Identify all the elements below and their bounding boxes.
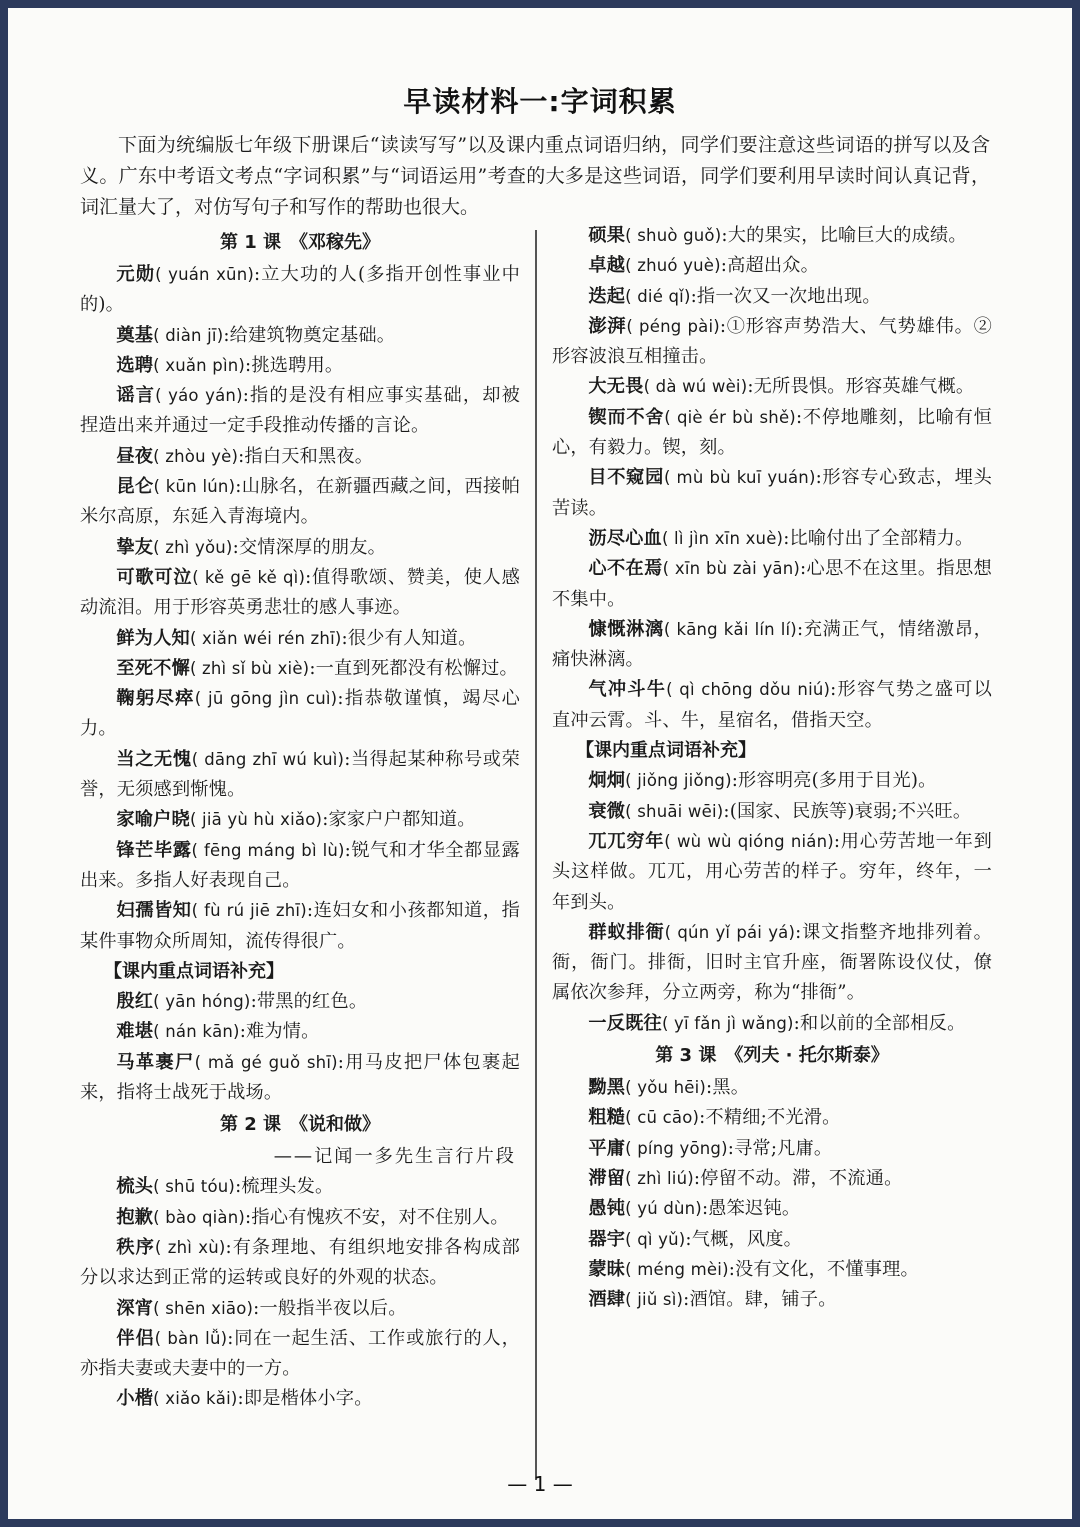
vocab-entry [552, 827, 992, 918]
vocab-term: 一反既往 [588, 1012, 662, 1034]
vocab-term: 鞠躬尽瘁 [116, 688, 195, 710]
vocab-definition: :很少有人知道。 [341, 627, 477, 649]
vocab-term: 滞留 [588, 1167, 626, 1189]
vocab-definition: :充满正气，情绪激昂，痛快淋漓。 [552, 618, 992, 671]
vocab-definition: :家家户户都知道。 [322, 809, 476, 831]
vocab-definition: :用心劳苦地一年到头这样做。兀兀，用心劳苦的样子。穷年，终年，一年到头。 [552, 830, 992, 913]
vocab-entry [552, 372, 992, 402]
vocab-term: 澎湃 [588, 315, 627, 337]
vocab-term: 奠基 [116, 324, 154, 346]
vocab-pinyin: ( zhì sǐ bù xiè) [189, 658, 310, 678]
vocab-term: 家喻户晓 [116, 809, 190, 831]
vocab-entry [80, 654, 520, 684]
vocab-term: 锲而不舍 [588, 406, 665, 428]
vocab-definition: :指心有愧疚不安，对不住别人。 [245, 1206, 509, 1228]
vocab-pinyin: ( shēn xiāo) [153, 1298, 254, 1318]
vocab-definition: :寻常;凡庸。 [727, 1137, 833, 1159]
vocab-definition: :山脉名，在新疆西藏之间，西接帕米尔高原，东延入青海境内。 [80, 476, 520, 528]
vocab-entry [552, 797, 992, 827]
vocab-entry [552, 403, 992, 464]
vocab-definition: :锐气和才华全都显露出来。多指人好表现自己。 [80, 839, 520, 891]
vocab-entry [80, 1048, 520, 1109]
vocab-pinyin: ( qì yǔ) [625, 1229, 686, 1249]
vocab-definition: :不精细;不光滑。 [699, 1107, 841, 1129]
vocab-term: 深宵 [116, 1297, 154, 1319]
vocab-entry [80, 442, 520, 472]
vocab-definition: :形容明亮(多用于目光)。 [731, 770, 937, 792]
vocab-term: 当之无愧 [116, 748, 192, 770]
vocab-entry [552, 1073, 992, 1103]
vocab-pinyin: ( mǎ gé guǒ shī) [194, 1052, 338, 1072]
vocab-entry [552, 766, 992, 796]
vocab-definition: :指的是没有相应事实基础，却被捏造出来并通过一定手段推动传播的言论。 [80, 385, 520, 437]
vocab-pinyin: ( shuò guǒ) [625, 226, 722, 245]
vocab-pinyin: ( diàn jī) [153, 325, 224, 345]
vocab-term: 迭起 [588, 285, 626, 307]
vocab-term: 炯炯 [588, 770, 626, 792]
lesson-subtitle: ——记闻一多先生言行片段 [273, 1146, 516, 1168]
vocab-term: 锋芒毕露 [116, 839, 192, 861]
vocab-term: 器宇 [588, 1228, 626, 1250]
vocab-pinyin: ( kě gē kě qì) [192, 567, 306, 587]
vocab-pinyin: ( kāng kǎi lín lí) [663, 619, 797, 639]
vocab-pinyin: ( fù rú jiē zhī) [191, 901, 307, 921]
vocab-pinyin: ( shuāi wēi) [625, 801, 724, 821]
vocab-term: 昼夜 [116, 445, 154, 467]
vocab-definition: :同在一起生活、工作或旅行的人，亦指夫妻或夫妻中的一方。 [80, 1327, 521, 1380]
vocab-entry [552, 251, 992, 281]
vocab-term: 沥尽心血 [588, 527, 662, 549]
vocab-entry [80, 260, 520, 321]
vocab-pinyin: ( xiǎo kǎi) [153, 1389, 238, 1409]
vocab-entry [552, 1164, 992, 1194]
vocab-term: 伴侣 [116, 1327, 155, 1349]
vocab-pinyin: ( nán kān) [153, 1022, 240, 1042]
lesson-heading: 第 3 课 《列夫 · 托尔斯泰》 [655, 1045, 889, 1067]
vocab-definition: :愚笨迟钝。 [701, 1198, 801, 1220]
vocab-pinyin: ( dà wú wèi) [643, 377, 748, 397]
vocab-term: 小楷 [116, 1388, 154, 1410]
vocab-entry [552, 1194, 992, 1224]
vocab-term: 酒肆 [588, 1289, 626, 1311]
vocab-definition: :心思不在这里。指思想不集中。 [552, 558, 993, 610]
vocab-pinyin: ( kūn lún) [153, 477, 236, 497]
vocab-pinyin: ( péng pài) [626, 316, 720, 336]
vocab-definition: :没有文化，不懂事理。 [728, 1258, 919, 1280]
page-title: 早读材料一:字词积累 [403, 85, 677, 118]
vocab-definition: :难为情。 [239, 1021, 320, 1043]
vocab-entry [552, 1285, 992, 1315]
vocab-pinyin: ( qì chōng dǒu niú) [666, 680, 831, 700]
document-page [8, 8, 1072, 1519]
vocab-pinyin: ( xīn bù zài yān) [662, 559, 801, 579]
vocab-entry [552, 282, 992, 312]
vocab-entry [80, 351, 520, 381]
vocab-term: 卓越 [588, 255, 626, 277]
vocab-term: 妇孺皆知 [116, 900, 192, 922]
vocab-term: 选聘 [116, 354, 154, 376]
vocab-definition: :一直到死都没有松懈过。 [309, 657, 518, 679]
vocab-definition: :和以前的全部相反。 [793, 1012, 966, 1034]
vocab-entry [80, 1324, 520, 1385]
lesson-heading: 第 2 课 《说和做》 [219, 1114, 381, 1136]
vocab-pinyin: ( yī fǎn jì wǎng) [661, 1013, 794, 1033]
vocab-term: 秩序 [116, 1236, 155, 1258]
vocab-definition: :连妇女和小孩都知道，指某件事物众所周知，流传得很广。 [80, 900, 520, 952]
vocab-definition: :课文指整齐地排列着。衙，衙门。排衙，旧时主官升座，衙署陈设仪仗，僚属依次参拜，分立两旁，称为“排衙”。 [552, 921, 992, 1004]
vocab-definition: :交情深厚的朋友。 [232, 536, 386, 558]
vocab-term: 谣言 [116, 385, 156, 407]
vocab-entry [80, 472, 520, 533]
vocab-term: 气冲斗牛 [588, 679, 667, 701]
vocab-pinyin: ( zhòu yè) [153, 446, 239, 466]
vocab-pinyin: ( yáo yán) [155, 386, 243, 406]
vocab-entry [552, 615, 992, 676]
vocab-entry [552, 675, 992, 736]
vocab-definition: :有条理地、有组织地安排各构成部分以求达到正常的运转或良好的外观的状态。 [80, 1236, 520, 1289]
vocab-term: 心不在焉 [588, 558, 663, 580]
vocab-pinyin: ( zhì liú) [625, 1168, 694, 1188]
vocab-definition: :酒馆。肆，铺子。 [683, 1289, 837, 1311]
vocab-pinyin: ( fēng máng bì lù) [191, 840, 345, 860]
vocab-term: 群蚁排衙 [588, 921, 665, 943]
vocab-definition: :用马皮把尸体包裹起来，指将士战死于战场。 [80, 1051, 520, 1104]
vocab-pinyin: ( méng mèi) [625, 1259, 729, 1279]
vocab-definition: :形容专心致志，埋头苦读。 [552, 467, 992, 519]
vocab-pinyin: ( yǒu hēi) [625, 1078, 707, 1098]
vocab-pinyin: ( bào qiàn) [153, 1207, 246, 1227]
vocab-definition: :梳理头发。 [235, 1176, 334, 1198]
vocab-entry [552, 1103, 992, 1133]
vocab-definition: :指白天和黑夜。 [238, 445, 374, 467]
vocab-pinyin: ( yú dùn) [625, 1199, 702, 1219]
vocab-term: 昆仑 [116, 476, 154, 498]
vocab-pinyin: ( xuǎn pìn) [153, 355, 246, 375]
vocab-entry [80, 1384, 520, 1414]
vocab-definition: :不停地雕刻，比喻有恒心，有毅力。锲，刻。 [552, 406, 992, 459]
vocab-term: 蒙昧 [588, 1258, 626, 1280]
vocab-term: 硕果 [588, 225, 626, 246]
vocab-term: 兀兀穷年 [588, 830, 665, 852]
vocab-pinyin: ( lì jìn xīn xuè) [661, 528, 784, 548]
vocab-pinyin: ( jū gōng jìn cuì) [194, 689, 338, 709]
vocab-entry [80, 684, 520, 745]
vocab-pinyin: ( jiǒng jiǒng) [625, 771, 732, 791]
vocab-definition: :给建筑物奠定基础。 [223, 324, 396, 346]
vocab-entry [552, 918, 992, 1009]
vocab-entry [552, 1255, 992, 1285]
left-column [80, 226, 520, 1415]
vocab-entry [80, 1203, 520, 1233]
vocab-term: 马革裹尸 [116, 1051, 195, 1073]
vocab-entry [80, 836, 520, 897]
vocab-pinyin: ( yuán xūn) [155, 265, 255, 284]
vocab-definition: :值得歌颂、赞美，使人感动流泪。用于形容英勇悲壮的感人事迹。 [80, 566, 520, 619]
vocab-term: 难堪 [116, 1021, 154, 1043]
vocab-definition: :大的果实，比喻巨大的成绩。 [721, 225, 967, 246]
vocab-pinyin: ( zhì xù) [154, 1237, 226, 1257]
vocab-pinyin: ( cū cāo) [625, 1108, 700, 1128]
vocab-definition: :当得起某种称号或荣誉，无须感到惭愧。 [80, 748, 520, 801]
vocab-pinyin: ( zhì yǒu) [153, 537, 233, 557]
vocab-term: 慷慨淋漓 [588, 618, 664, 640]
vocab-term: 黝黑 [588, 1077, 626, 1099]
vocab-entry [80, 381, 520, 442]
vocab-entry [552, 463, 992, 524]
vocab-term: 抱歉 [116, 1206, 154, 1228]
vocab-definition: :黑。 [706, 1077, 750, 1099]
vocab-definition: :指恭敬谨慎，竭尽心力。 [80, 688, 520, 740]
vocab-pinyin: ( jiǔ sì) [625, 1290, 684, 1310]
vocab-term: 大无畏 [588, 376, 644, 398]
vocab-definition: :无所畏惧。形容英雄气概。 [747, 376, 975, 398]
vocab-definition: :气概，风度。 [685, 1228, 803, 1250]
vocab-definition: :形容气势之盛可以直冲云霄。斗、牛，星宿名，借指天空。 [552, 679, 992, 731]
vocab-pinyin: ( qún yǐ pái yá) [664, 922, 796, 942]
vocab-pinyin: ( dié qǐ) [625, 286, 691, 306]
vocab-entry [80, 987, 520, 1017]
section-heading: 【课内重点词语补充】 [576, 740, 756, 762]
right-column [552, 221, 992, 1315]
vocab-definition: :指一次又一次地出现。 [690, 285, 881, 307]
vocab-definition: :①形容声势浩大、气势雄伟。②形容波浪互相撞击。 [552, 315, 993, 368]
vocab-definition: :停留不动。滞，不流通。 [693, 1167, 903, 1189]
vocab-pinyin: ( dāng zhī wú kuì) [191, 749, 345, 769]
vocab-pinyin: ( jiā yù hù xiǎo) [189, 810, 323, 830]
vocab-entry [80, 563, 520, 624]
vocab-term: 鲜为人知 [116, 627, 190, 649]
column-divider [535, 230, 537, 1480]
vocab-entry [552, 1225, 992, 1255]
vocab-term: 梳头 [116, 1176, 154, 1198]
section-heading: 【课内重点词语补充】 [104, 960, 284, 982]
vocab-term: 殷红 [116, 991, 154, 1013]
vocab-definition: :挑选聘用。 [245, 354, 344, 376]
vocab-entry [552, 554, 992, 615]
vocab-definition: :带黑的红色。 [250, 991, 368, 1013]
vocab-entry [80, 1233, 520, 1294]
vocab-definition: :(国家、民族等)衰弱;不兴旺。 [723, 800, 972, 822]
vocab-entry [80, 321, 520, 351]
vocab-term: 愚钝 [588, 1198, 626, 1220]
vocab-entry [80, 896, 520, 957]
vocab-entry [552, 1134, 992, 1164]
vocab-entry [552, 221, 992, 251]
vocab-definition: :一般指半夜以后。 [253, 1297, 407, 1319]
vocab-term: 至死不懈 [116, 657, 190, 679]
vocab-entry [80, 1017, 520, 1047]
vocab-term: 可歌可泣 [116, 566, 193, 588]
vocab-entry [80, 745, 520, 806]
vocab-entry [552, 312, 992, 373]
vocab-pinyin: ( xiǎn wéi rén zhī) [189, 628, 342, 648]
vocab-entry [80, 624, 520, 654]
vocab-definition: :高超出众。 [720, 255, 820, 277]
vocab-definition: :立大功的人(多指开创性事业中的)。 [80, 264, 520, 316]
vocab-term: 元勋 [116, 264, 156, 285]
vocab-entry [80, 805, 520, 835]
vocab-pinyin: ( zhuó yuè) [625, 256, 721, 276]
vocab-pinyin: ( yān hóng) [153, 992, 251, 1012]
vocab-term: 平庸 [588, 1137, 626, 1159]
vocab-entry [552, 524, 992, 554]
vocab-term: 粗糙 [588, 1107, 626, 1129]
vocab-pinyin: ( mù bù kuī yuán) [663, 468, 816, 488]
vocab-entry [80, 533, 520, 563]
vocab-pinyin: ( bàn lǚ) [154, 1328, 228, 1348]
vocab-entry [80, 1172, 520, 1202]
vocab-entry [552, 1009, 992, 1039]
intro-paragraph: 下面为统编版七年级下册课后“读读写写”以及课内重点词语归纳，同学们要注意这些词语的拼写以及含义。广东中考语文考点“字词积累”与“词语运用”考查的大多是这些词语，同学们要利用早读时间认真记背，词汇量大了，对仿写句子和写作的帮助也很大。 [80, 134, 990, 218]
vocab-pinyin: ( wù wù qióng nián) [664, 831, 834, 851]
page-number: — 1 — [507, 1472, 573, 1496]
vocab-term: 衰微 [588, 800, 626, 822]
vocab-pinyin: ( shū tóu) [153, 1177, 236, 1197]
vocab-definition: :比喻付出了全部精力。 [783, 527, 974, 549]
vocab-term: 目不窥园 [588, 467, 664, 489]
vocab-definition: :即是楷体小字。 [237, 1388, 373, 1410]
vocab-pinyin: ( píng yōng) [625, 1138, 728, 1158]
vocab-term: 挚友 [116, 536, 154, 558]
lesson-heading: 第 1 课 《邓稼先》 [219, 232, 381, 253]
vocab-pinyin: ( qiè ér bù shě) [664, 407, 796, 427]
vocab-entry [80, 1294, 520, 1324]
